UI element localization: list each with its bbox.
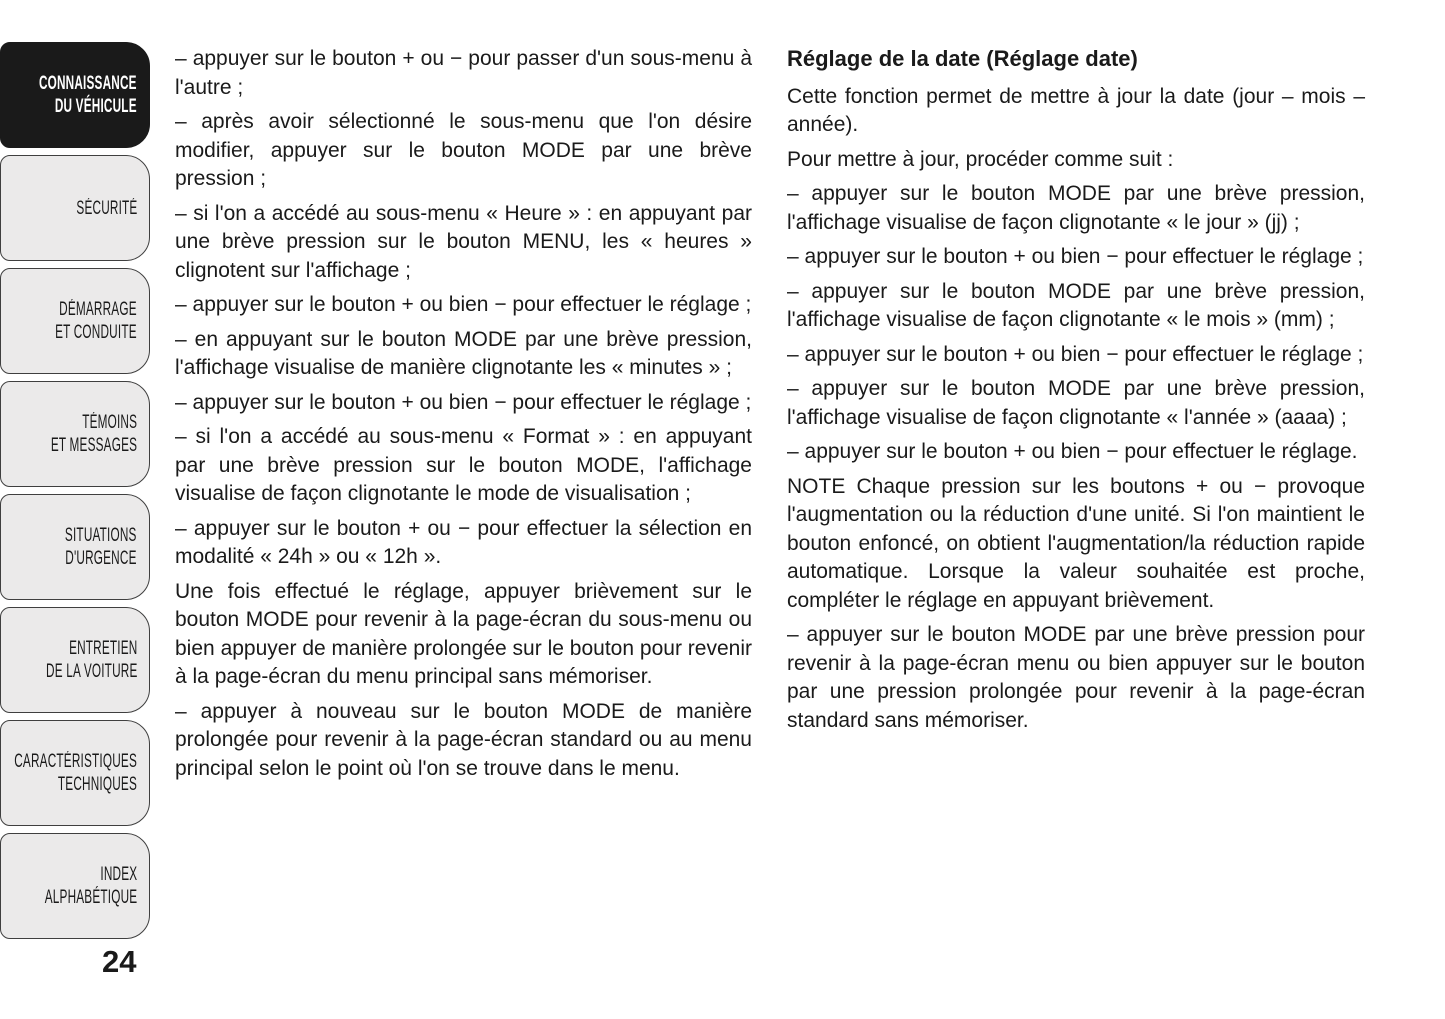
sidebar-tab-connaissance-du-vehicule — [0, 42, 150, 148]
paragraph: – appuyer sur le bouton + ou bien − pour effectuer le réglage ; — [787, 245, 1364, 268]
tab-label-line: TÉMOINS — [82, 412, 137, 433]
left-column — [175, 45, 752, 789]
paragraph: NOTE Chaque pression sur les boutons + ou − provoque l'augmentation ou la réduction d'une unité. Si l'on maintient le bouton enfoncé, on obtient l'augmentation/la réduction rapide automatique. Lorsque la valeur souhaitée est proche, compléter le réglage en appuyant brièvement. — [787, 474, 1365, 612]
sidebar-tab-label — [14, 750, 137, 796]
paragraph: – appuyer sur le bouton MODE par une brève pression, l'affichage visualise de façon clignotante « l'année » (aaaa) ; — [787, 377, 1365, 429]
sidebar-tab-entretien-de-la-voiture — [0, 607, 150, 713]
paragraph: – en appuyant sur le bouton MODE par une brève pression, l'affichage visualise de manière clignotante les « minutes » ; — [175, 327, 752, 379]
tab-label-line: ENTRETIEN — [68, 638, 137, 659]
paragraph: – appuyer sur le bouton + ou bien − pour effectuer le réglage ; — [175, 390, 752, 414]
tab-label-line: SÉCURITÉ — [75, 197, 137, 219]
paragraph: – si l'on a accédé au sous-menu « Format » : en appuyant par une brève pression sur le bouton MODE, l'affichage visualise de façon clignotante le mode de visualisation ; — [175, 425, 752, 505]
paragraph: Cette fonction permet de mettre à jour la date (jour – mois – année). — [787, 84, 1365, 136]
sidebar-tab-label — [65, 524, 137, 570]
sidebar-tab-label — [44, 863, 137, 909]
tab-label-line: TECHNIQUES — [57, 774, 137, 795]
page-number: 24 — [102, 944, 137, 979]
sidebar-tab-label — [39, 72, 137, 118]
sidebar-tab-index-alphabetique — [0, 833, 150, 939]
right-column — [787, 45, 1365, 741]
tab-label-line: ALPHABÉTIQUE — [44, 887, 137, 908]
paragraph: – si l'on a accédé au sous-menu « Heure » : en appuyant par une brève pression sur le bouton MENU, les « heures » clignotent sur l'affichage ; — [175, 201, 752, 282]
paragraph: – appuyer sur le bouton + ou bien − pour effectuer le réglage ; — [787, 342, 1364, 366]
sidebar-tab-securite — [0, 155, 150, 261]
tab-label-line: DE LA VOITURE — [45, 661, 137, 682]
paragraph: – appuyer à nouveau sur le bouton MODE de manière prolongée pour revenir à la page-écran standard ou au menu principal selon le point où l'on se trouve dans le menu. — [175, 699, 752, 780]
paragraph: Une fois effectué le réglage, appuyer brièvement sur le bouton MODE pour revenir à la page-écran du sous-menu ou bien appuyer de manière prolongée sur le bouton pour revenir à la page-écran du menu principal sans mémoriser. — [175, 579, 752, 688]
paragraph: – appuyer sur le bouton MODE par une brève pression, l'affichage visualise de façon clignotante « le jour » (jj) ; — [787, 182, 1365, 234]
tab-label-line: DU VÉHICULE — [55, 96, 137, 117]
sidebar-tab-label — [76, 197, 137, 220]
tab-label-line: DÉMARRAGE — [59, 299, 137, 320]
tab-label-line: SITUATIONS — [65, 525, 137, 546]
tab-label-line: CARACTÉRISTIQUES — [14, 751, 137, 772]
tab-label-line: ET MESSAGES — [50, 435, 137, 456]
tab-label-line: ET CONDUITE — [55, 322, 137, 343]
tab-label-line: CONNAISSANCE — [39, 73, 137, 94]
tab-label-line: D'URGENCE — [65, 548, 137, 569]
sidebar-tab-label — [55, 298, 137, 344]
paragraph: – appuyer sur le bouton + ou bien − pour effectuer le réglage ; — [175, 293, 752, 316]
thumb-index-sidebar — [0, 42, 150, 939]
sidebar-tab-label — [51, 411, 137, 457]
paragraph: – appuyer sur le bouton + ou − pour effectuer la sélection en modalité « 24h » ou « 12h ». — [175, 516, 752, 568]
sidebar-tab-caracteristiques-techniques — [0, 720, 150, 826]
paragraph: – après avoir sélectionné le sous-menu que l'on désire modifier, appuyer sur le bouton MODE par une brève pression ; — [175, 110, 752, 190]
sidebar-tab-temoins-et-messages — [0, 381, 150, 487]
paragraph: – appuyer sur le bouton MODE par une brève pression pour revenir à la page-écran menu ou bien appuyer sur le bouton par une pression prolongée pour revenir à la page-écran standard sans mémoriser. — [787, 623, 1365, 732]
tab-label-line: INDEX — [100, 864, 137, 885]
sidebar-tab-situations-durgence — [0, 494, 150, 600]
paragraph: – appuyer sur le bouton + ou bien − pour effectuer le réglage. — [787, 440, 1358, 463]
section-heading: Réglage de la date (Réglage date) — [787, 46, 1138, 71]
paragraph: – appuyer sur le bouton MODE par une brève pression, l'affichage visualise de façon clignotante « le mois » (mm) ; — [787, 279, 1365, 331]
paragraph: – appuyer sur le bouton + ou − pour passer d'un sous-menu à l'autre ; — [175, 47, 752, 99]
paragraph: Pour mettre à jour, procéder comme suit : — [787, 147, 1174, 171]
sidebar-tab-label — [46, 637, 137, 683]
sidebar-tab-demarrage-et-conduite — [0, 268, 150, 374]
